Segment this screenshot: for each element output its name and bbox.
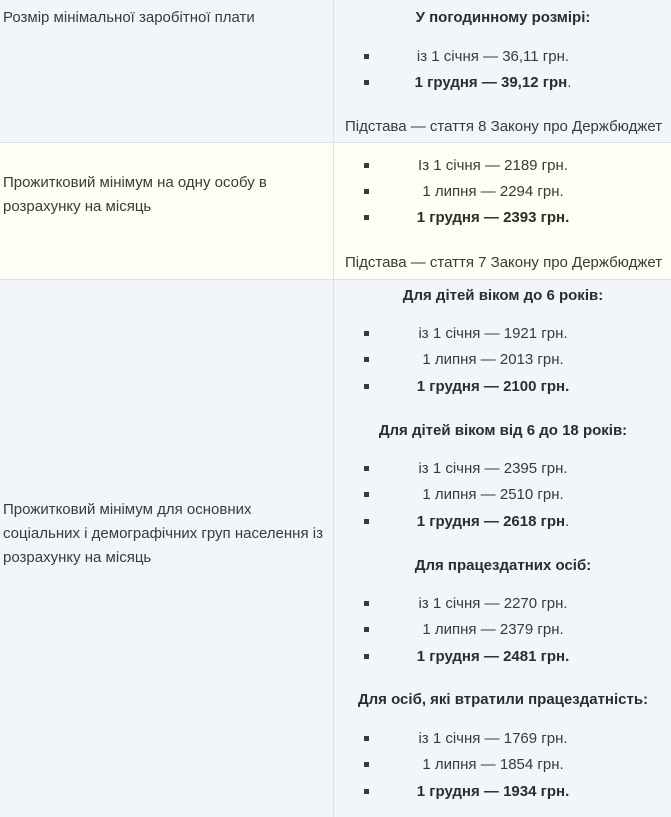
row-value-cell [335, 0, 671, 142]
list-item: 1 липня — 1854 грн. [335, 755, 671, 775]
list-item: 1 грудня — 1934 грн. [335, 782, 671, 802]
list-item: із 1 січня — 36,11 грн. [335, 47, 671, 67]
row-label-cell [0, 0, 334, 142]
table-row-subsistence-minimum [0, 143, 671, 280]
row-label: Прожитковий мінімум на одну особу в розрахунку на місяць [3, 174, 267, 215]
list-item: 1 липня — 2013 грн. [335, 350, 671, 370]
list-item: із 1 січня — 1921 грн. [335, 324, 671, 344]
basis-note: Підстава — стаття 8 Закону про Держбюджет [345, 118, 663, 135]
group-header: Для дітей віком до 6 років: [402, 287, 604, 304]
group-header: У погодинному розмірі: [415, 9, 591, 26]
list-item: 1 липня — 2510 грн. [335, 485, 671, 505]
list-item: із 1 січня — 2270 грн. [335, 594, 671, 614]
group-header: Для осіб, які втратили працездатність: [357, 691, 649, 708]
table-row-group-subsistence-minimum [0, 280, 671, 817]
row-label-cell [0, 280, 334, 817]
list-item: 1 грудня — 2393 грн. [335, 208, 671, 228]
row-label: Прожитковий мінімум для основних соціальних і демографічних груп населення із розрахунку на місяць [3, 501, 323, 566]
row-value-cell [335, 280, 671, 817]
list-item: із 1 січня — 1769 грн. [335, 729, 671, 749]
list-item: 1 грудня — 2100 грн. [335, 377, 671, 397]
list-item: 1 грудня — 39,12 грн. [335, 73, 671, 93]
row-label: Розмір мінімальної заробітної плати [3, 9, 255, 26]
list-item: 1 грудня — 2618 грн. [335, 512, 671, 532]
table-row-min-wage [0, 0, 671, 143]
list-item: із 1 січня — 2395 грн. [335, 459, 671, 479]
group-header: Для дітей віком від 6 до 18 років: [378, 422, 628, 439]
list-item: 1 липня — 2379 грн. [335, 620, 671, 640]
list-item: Із 1 січня — 2189 грн. [335, 156, 671, 176]
group-header: Для працездатних осіб: [414, 557, 592, 574]
basis-note: Підстава — стаття 7 Закону про Держбюджет [345, 254, 663, 271]
row-label-cell [0, 143, 334, 279]
list-item: 1 липня — 2294 грн. [335, 182, 671, 202]
list-item: 1 грудня — 2481 грн. [335, 647, 671, 667]
row-value-cell [335, 143, 671, 279]
